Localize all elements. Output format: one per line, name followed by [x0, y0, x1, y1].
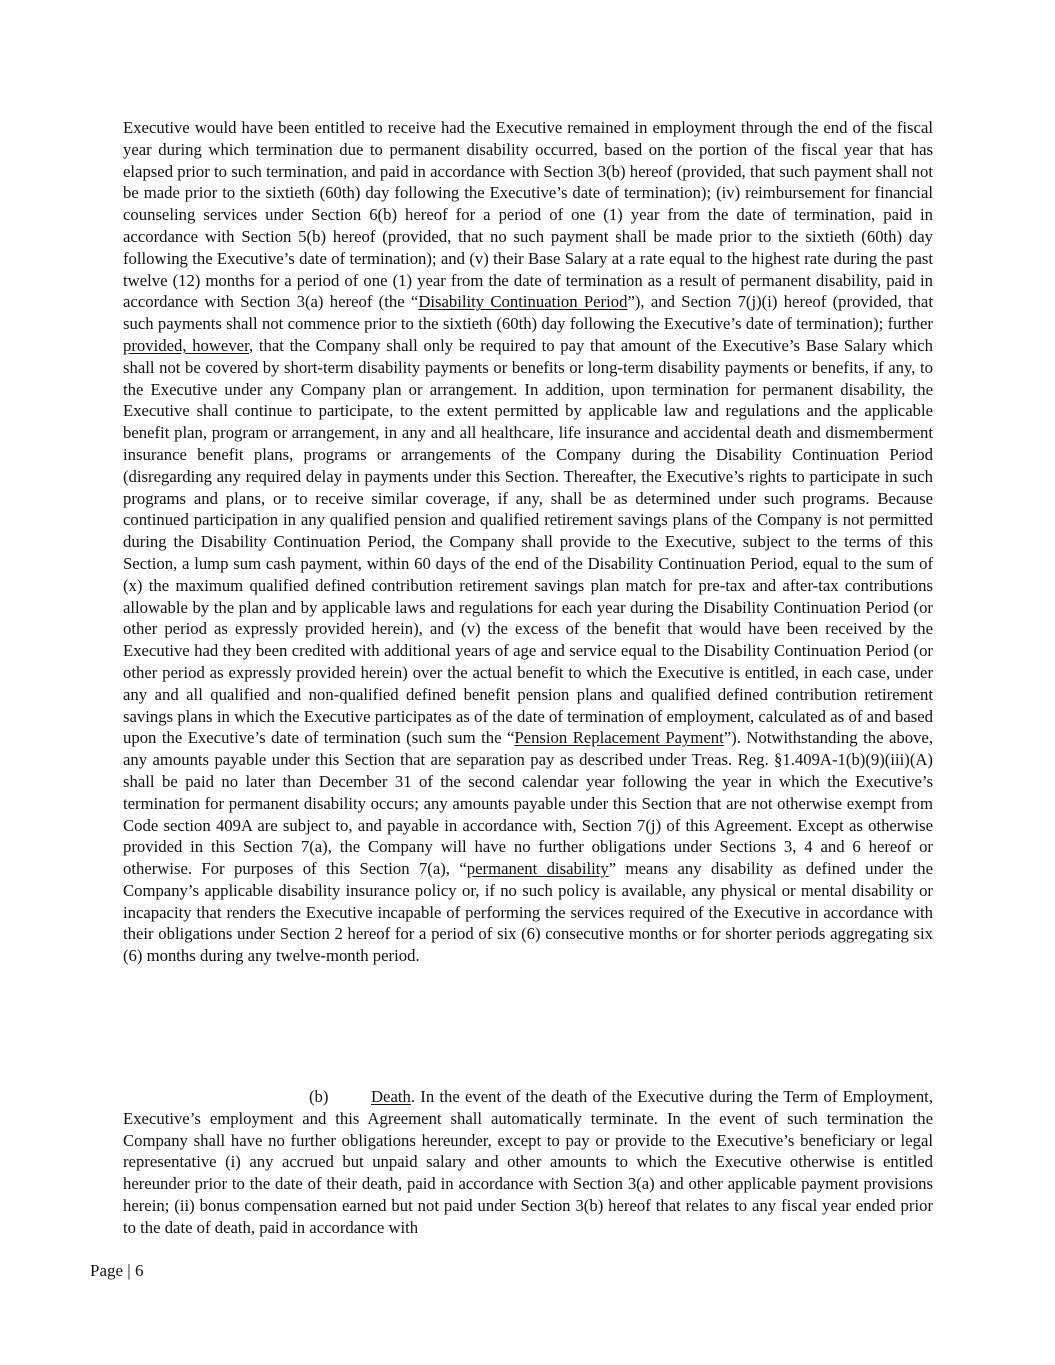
defined-term-disability-continuation-period: Disability Continuation Period — [418, 292, 628, 312]
para-a-text-4: ”). Notwithstanding the above, any amounts payable under this Section that are separation pay as described under Treas. Reg. §1.409A-1(b)(9)(iii)(A) shall be paid no later than December 31 of the second calendar year following the year in which the Executive’s termination for permanent disability occurs; any amounts payable under this Section that are not otherwise exempt from Code section 409A are subject to, and payable in accordance with, Section 7(j) of this Agreement. Except as otherwise provided in this Section 7(a), the Company will have no further obligations under Sections 3, 4 and 6 hereof or otherwise. For purposes of this Section 7(a), “ — [123, 728, 933, 879]
section-label-b: (b) — [309, 1087, 329, 1106]
section-heading-death: Death — [371, 1087, 411, 1106]
paragraph-disability-benefits — [123, 117, 933, 967]
para-a-text-5: ” means any disability as defined under the Company’s applicable disability insurance policy or, if no such policy is available, any physical or mental disability or incapacity that renders the Executive incapable of performing the services required of the Executive in accordance with their obligations under Section 2 hereof for a period of six (6) consecutive months or for shorter periods aggregating six (6) months during any twelve-month period. — [123, 859, 933, 966]
defined-term-pension-replacement-payment: Pension Replacement Payment — [514, 728, 724, 748]
para-b-text: . In the event of the death of the Executive during the Term of Employment, Executive’s employment and this Agreement shall automatically terminate. In the event of such termination the Company shall have no further obligations hereunder, except to pay or provide to the Executive’s beneficiary or legal representative (i) any accrued but unpaid salary and other amounts to which the Executive otherwise is entitled hereunder prior to the date of their death, paid in accordance with Section 3(a) and other applicable payment provisions herein; (ii) bonus compensation earned but not paid under Section 3(b) hereof that relates to any fiscal year ended prior to the date of death, paid in accordance with — [123, 1087, 933, 1237]
para-a-text-2: ”), and Section 7(j)(i) hereof (provided, that such payments shall not commence prior to the sixtieth (60th) day following the Executive’s date of termination); further — [123, 292, 933, 334]
paragraph-death — [123, 1086, 933, 1239]
page-number-footer: Page | 6 — [90, 1261, 144, 1280]
para-a-text-3: , that the Company shall only be required to pay that amount of the Executive’s Base Salary which shall not be covered by short-term disability payments or benefits or long-term disability payments or benefits, if any, to the Executive under any Company plan or arrangement. In addition, upon termination for permanent disability, the Executive shall continue to participate, to the extent permitted by applicable law and regulations and the applicable benefit plan, program or arrangement, in any and all healthcare, life insurance and accidental death and dismemberment insurance benefit plans, programs or arrangements of the Company during the Disability Continuation Period (disregarding any required delay in payments under this Section. Thereafter, the Executive’s rights to participate in such programs and plans, or to receive similar coverage, if any, shall be as determined under such programs. Because continued participation in any qualified pension and qualified retirement savings plans of the Company is not permitted during the Disability Continuation Period, the Company shall provide to the Executive, subject to the terms of this Section, a lump sum cash payment, within 60 days of the end of the Disability Continuation Period, equal to the sum of (x) the maximum qualified defined contribution retirement savings plan match for pre-tax and after-tax contributions allowable by the plan and by applicable laws and regulations for each year during the Disability Continuation Period (or other period as expressly provided herein), and (v) the excess of the benefit that would have been received by the Executive had they been credited with additional years of age and service equal to the Disability Continuation Period (or other period as expressly provided herein) over the actual benefit to which the Executive is entitled, in each case, under any and all qualified and non-qualified defined benefit pension plans and qualified defined contribution retirement savings plans in which the Executive participates as of the date of termination of employment, calculated as of and based upon the Executive’s date of termination (such sum the “ — [123, 335, 933, 748]
provided-however-underlined: provided, however — [123, 335, 249, 355]
defined-term-permanent-disability: permanent disability — [466, 859, 609, 879]
para-a-text-1: Executive would have been entitled to receive had the Executive remained in employment through the end of the fiscal year during which termination due to permanent disability occurred, based on the portion of the fiscal year that has elapsed prior to such termination, and paid in accordance with Section 3(b) hereof (provided, that such payment shall not be made prior to the sixtieth (60th) day following the Executive’s date of termination); (iv) reimbursement for financial counseling services under Section 6(b) hereof for a period of one (1) year from the date of termination, paid in accordance with Section 5(b) hereof (provided, that no such payment shall be made prior to the sixtieth (60th) day following the Executive’s date of termination); and (v) their Base Salary at a rate equal to the highest rate during the past twelve (12) months for a period of one (1) year from the date of termination as a result of permanent disability, paid in accordance with Section 3(a) hereof (the “ — [123, 118, 933, 312]
